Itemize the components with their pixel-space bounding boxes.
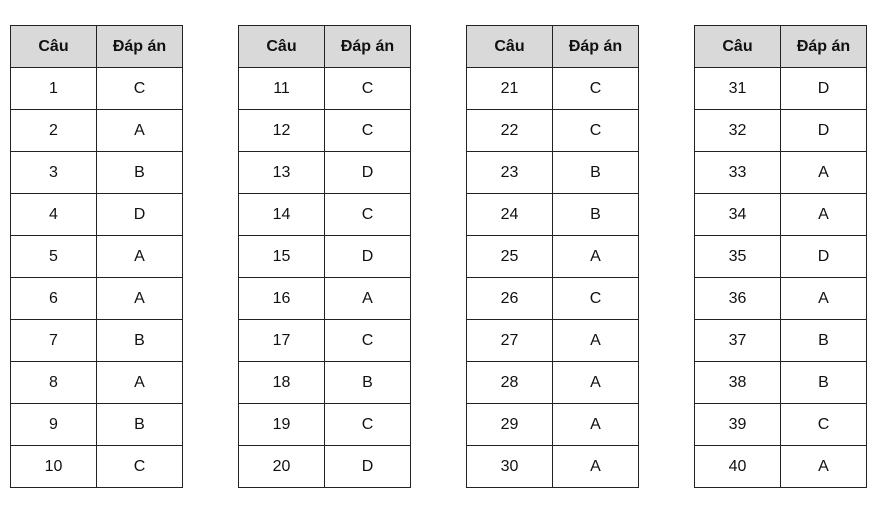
answer-letter: C xyxy=(553,278,639,320)
question-number: 21 xyxy=(467,68,553,110)
answer-letter: A xyxy=(97,362,183,404)
header-row xyxy=(695,26,867,68)
table-row xyxy=(11,194,183,236)
question-number: 15 xyxy=(239,236,325,278)
table-row xyxy=(239,236,411,278)
answer-letter: A xyxy=(553,446,639,488)
question-number: 12 xyxy=(239,110,325,152)
answer-letter: A xyxy=(553,404,639,446)
answer-letter: C xyxy=(325,68,411,110)
answer-letter: A xyxy=(97,236,183,278)
table-row xyxy=(695,110,867,152)
answer-column-header: Đáp án xyxy=(781,26,867,68)
answer-column-header: Đáp án xyxy=(325,26,411,68)
answer-letter: C xyxy=(325,404,411,446)
question-number: 4 xyxy=(11,194,97,236)
answer-column-header: Đáp án xyxy=(553,26,639,68)
table-row xyxy=(11,68,183,110)
question-number: 17 xyxy=(239,320,325,362)
question-number: 19 xyxy=(239,404,325,446)
answer-letter: C xyxy=(97,446,183,488)
question-number: 3 xyxy=(11,152,97,194)
answer-letter: A xyxy=(553,320,639,362)
answer-letter: B xyxy=(97,404,183,446)
question-number: 27 xyxy=(467,320,553,362)
question-number: 10 xyxy=(11,446,97,488)
question-number: 34 xyxy=(695,194,781,236)
answer-table xyxy=(694,25,867,488)
question-number: 18 xyxy=(239,362,325,404)
answer-table xyxy=(10,25,183,488)
table-row xyxy=(11,404,183,446)
answer-letter: C xyxy=(553,68,639,110)
table-row xyxy=(695,446,867,488)
answer-letter: B xyxy=(781,362,867,404)
table-row xyxy=(467,404,639,446)
question-number: 5 xyxy=(11,236,97,278)
question-number: 20 xyxy=(239,446,325,488)
answer-letter: A xyxy=(553,236,639,278)
table-row xyxy=(467,320,639,362)
question-number: 22 xyxy=(467,110,553,152)
question-number: 11 xyxy=(239,68,325,110)
answer-letter: B xyxy=(781,320,867,362)
table-row xyxy=(695,236,867,278)
table-row xyxy=(11,446,183,488)
question-number: 39 xyxy=(695,404,781,446)
question-number: 32 xyxy=(695,110,781,152)
table-row xyxy=(467,362,639,404)
table-row xyxy=(695,404,867,446)
question-number: 35 xyxy=(695,236,781,278)
question-number: 40 xyxy=(695,446,781,488)
question-number: 28 xyxy=(467,362,553,404)
answer-table xyxy=(238,25,411,488)
question-number: 31 xyxy=(695,68,781,110)
table-row xyxy=(467,68,639,110)
answer-letter: B xyxy=(97,152,183,194)
answer-table xyxy=(466,25,639,488)
table-row xyxy=(239,278,411,320)
question-number: 38 xyxy=(695,362,781,404)
answer-letter: C xyxy=(325,194,411,236)
answer-letter: A xyxy=(97,110,183,152)
answer-letter: D xyxy=(781,68,867,110)
answer-letter: B xyxy=(553,152,639,194)
question-number: 36 xyxy=(695,278,781,320)
answer-letter: A xyxy=(781,446,867,488)
table-row xyxy=(11,362,183,404)
table-row xyxy=(695,68,867,110)
header-row xyxy=(239,26,411,68)
answer-letter: C xyxy=(325,110,411,152)
table-row xyxy=(467,194,639,236)
answer-letter: C xyxy=(781,404,867,446)
question-number: 9 xyxy=(11,404,97,446)
answer-letter: A xyxy=(781,194,867,236)
table-row xyxy=(695,278,867,320)
question-column-header: Câu xyxy=(467,26,553,68)
question-number: 29 xyxy=(467,404,553,446)
question-number: 7 xyxy=(11,320,97,362)
question-number: 8 xyxy=(11,362,97,404)
table-row xyxy=(695,362,867,404)
table-row xyxy=(467,110,639,152)
question-number: 24 xyxy=(467,194,553,236)
question-number: 2 xyxy=(11,110,97,152)
question-number: 1 xyxy=(11,68,97,110)
question-number: 26 xyxy=(467,278,553,320)
table-row xyxy=(695,320,867,362)
question-column-header: Câu xyxy=(239,26,325,68)
table-row xyxy=(239,110,411,152)
table-row xyxy=(467,446,639,488)
table-row xyxy=(11,110,183,152)
table-row xyxy=(239,362,411,404)
table-row xyxy=(467,278,639,320)
table-row xyxy=(11,152,183,194)
answer-letter: A xyxy=(325,278,411,320)
table-row xyxy=(239,446,411,488)
table-row xyxy=(695,152,867,194)
header-row xyxy=(467,26,639,68)
question-number: 33 xyxy=(695,152,781,194)
table-row xyxy=(239,68,411,110)
answer-letter: C xyxy=(553,110,639,152)
question-number: 13 xyxy=(239,152,325,194)
answer-letter: D xyxy=(325,152,411,194)
answer-letter: C xyxy=(97,68,183,110)
answer-letter: D xyxy=(781,236,867,278)
header-row xyxy=(11,26,183,68)
table-row xyxy=(239,404,411,446)
answer-letter: B xyxy=(97,320,183,362)
answer-letter: A xyxy=(553,362,639,404)
answer-column-header: Đáp án xyxy=(97,26,183,68)
question-number: 16 xyxy=(239,278,325,320)
answer-letter: D xyxy=(97,194,183,236)
question-number: 23 xyxy=(467,152,553,194)
answer-letter: A xyxy=(97,278,183,320)
table-row xyxy=(239,320,411,362)
table-row xyxy=(239,194,411,236)
answer-letter: C xyxy=(325,320,411,362)
question-number: 6 xyxy=(11,278,97,320)
table-row xyxy=(695,194,867,236)
table-row xyxy=(11,278,183,320)
table-row xyxy=(239,152,411,194)
table-row xyxy=(11,236,183,278)
question-number: 25 xyxy=(467,236,553,278)
answer-letter: B xyxy=(553,194,639,236)
answer-letter: D xyxy=(325,446,411,488)
answer-letter: B xyxy=(325,362,411,404)
question-column-header: Câu xyxy=(11,26,97,68)
question-number: 37 xyxy=(695,320,781,362)
answer-letter: A xyxy=(781,152,867,194)
table-row xyxy=(11,320,183,362)
question-number: 14 xyxy=(239,194,325,236)
table-row xyxy=(467,236,639,278)
answer-letter: D xyxy=(325,236,411,278)
question-column-header: Câu xyxy=(695,26,781,68)
question-number: 30 xyxy=(467,446,553,488)
table-row xyxy=(467,152,639,194)
answer-letter: D xyxy=(781,110,867,152)
answer-letter: A xyxy=(781,278,867,320)
